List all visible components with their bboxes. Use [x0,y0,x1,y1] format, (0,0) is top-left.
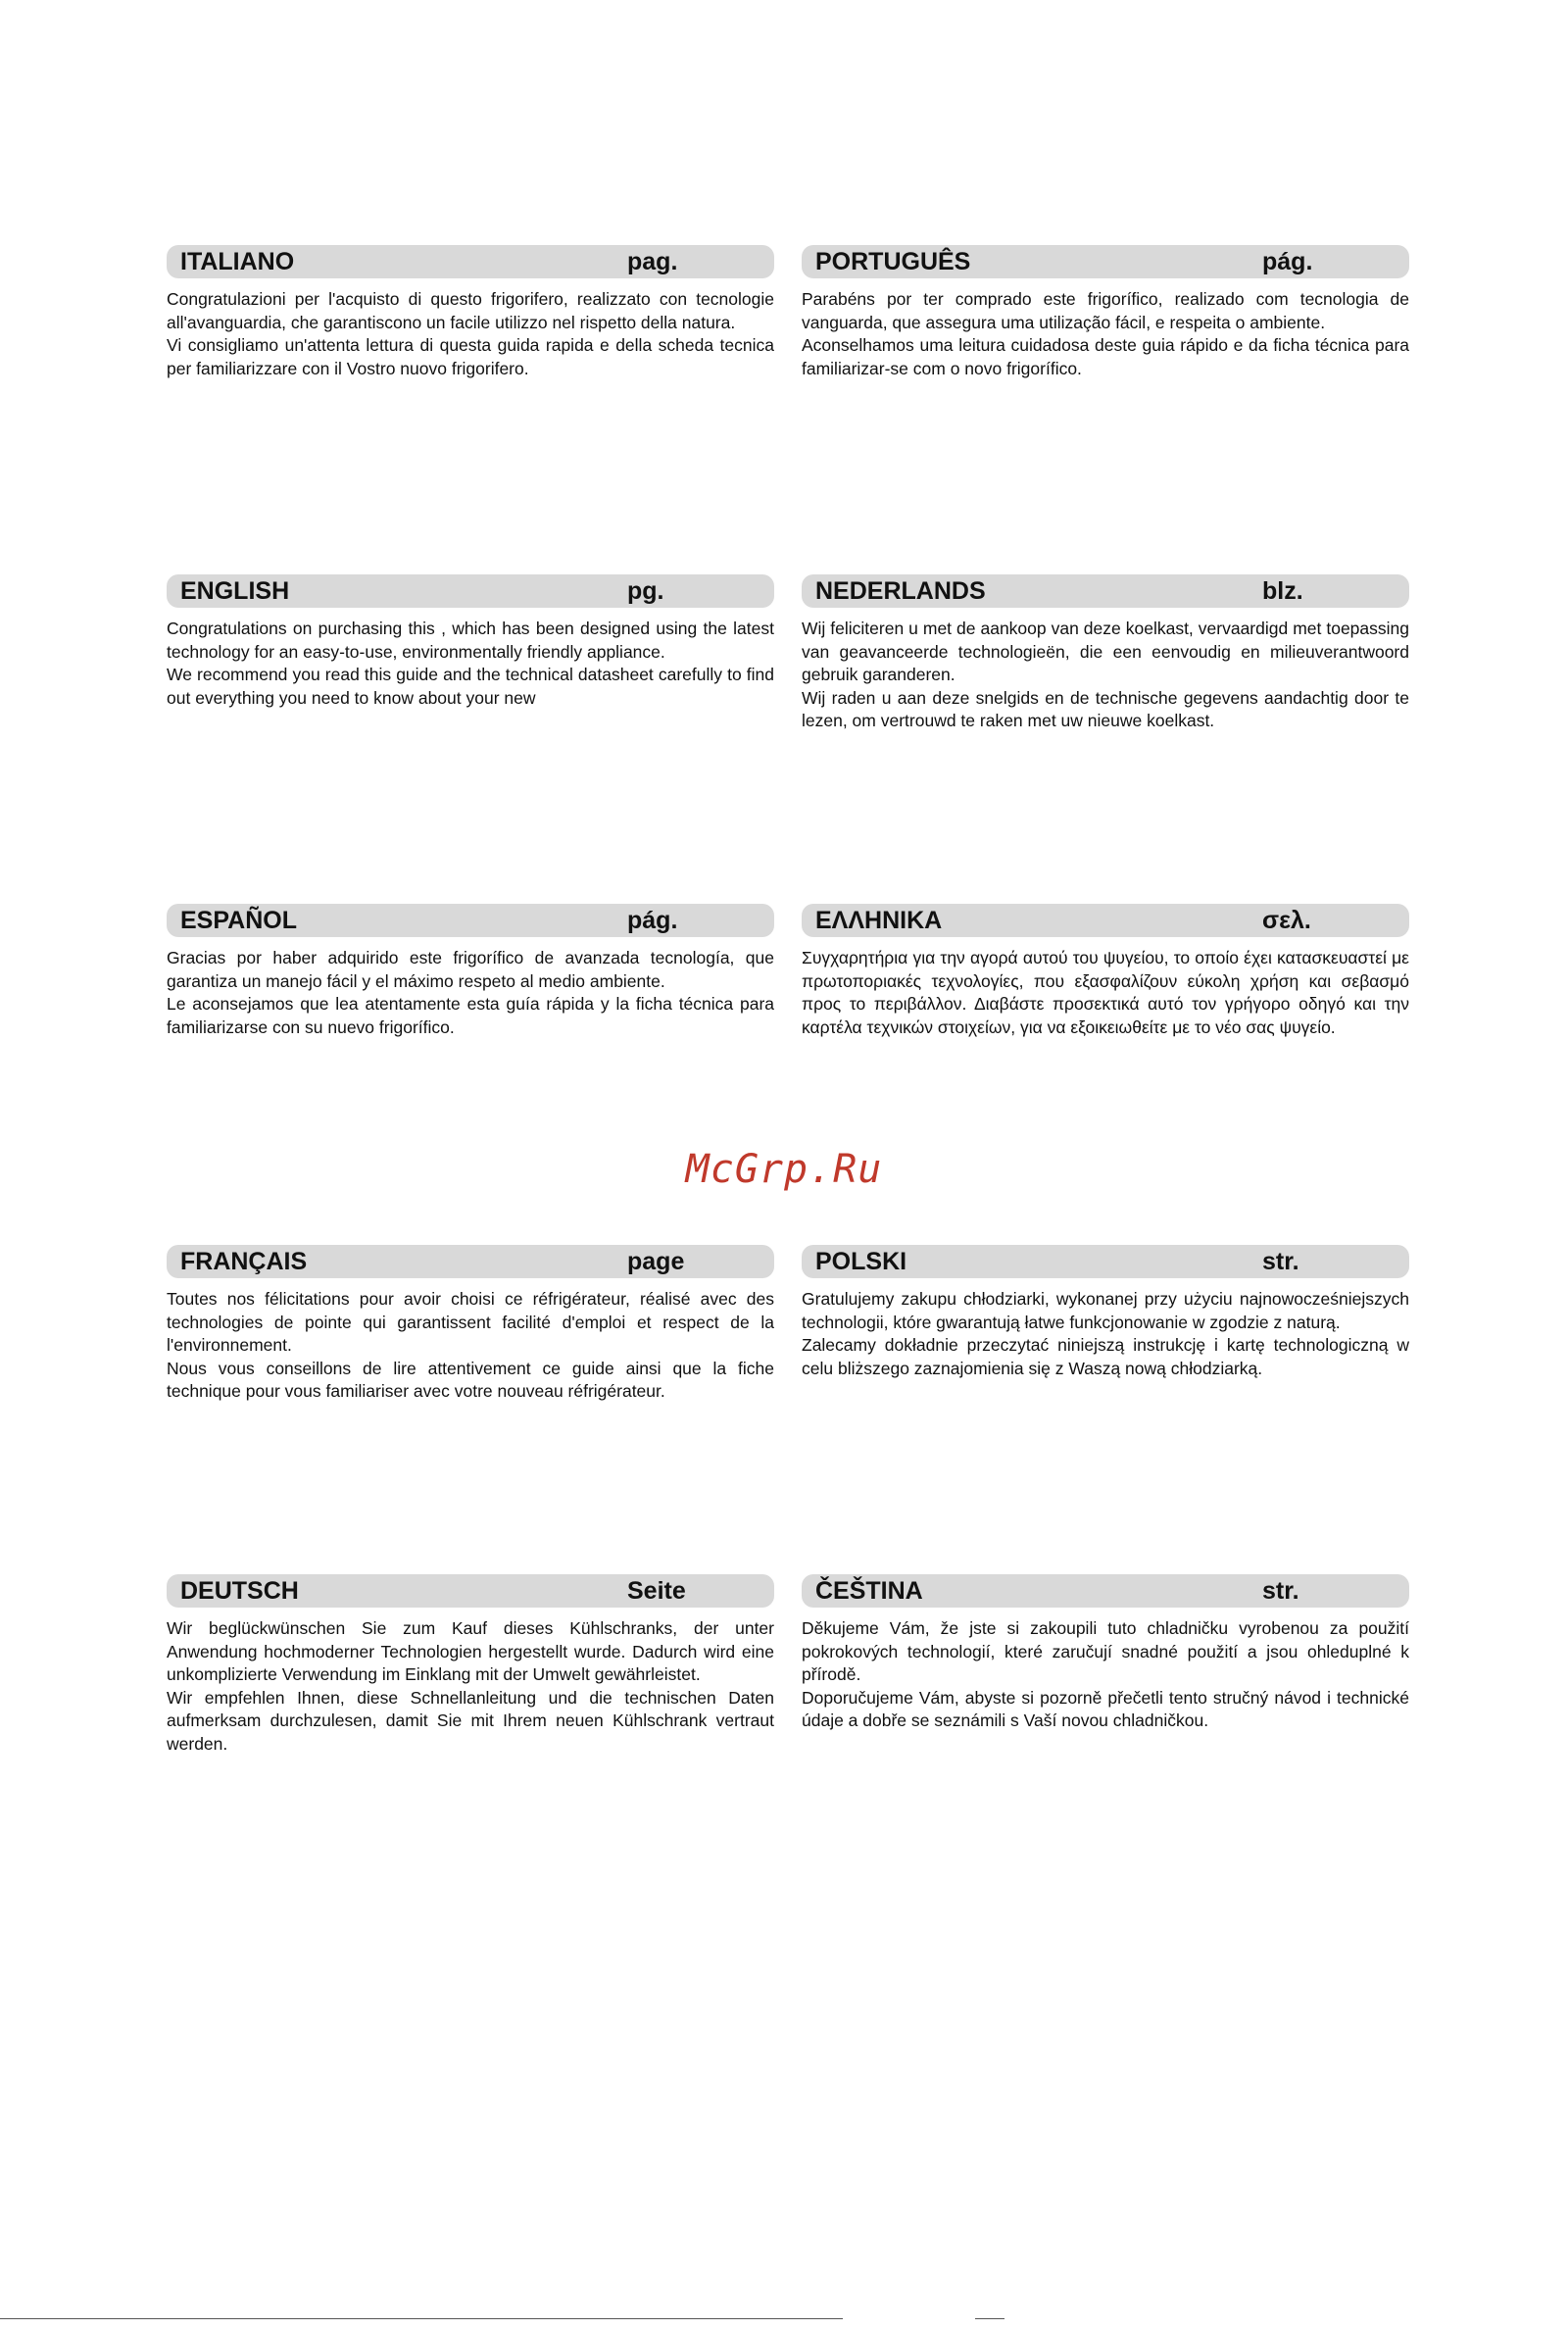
page-label: str. [1262,1247,1299,1275]
page-label: page [627,1247,685,1275]
section-header [802,574,1409,608]
section-header [802,245,1409,278]
section-header [167,1574,774,1608]
page-label: blz. [1262,576,1303,605]
language-title: ČEŠTINA [815,1576,923,1605]
language-title: FRANÇAIS [180,1247,308,1275]
language-title: ESPAÑOL [180,906,297,934]
section-text: Wij feliciteren u met de aankoop van deze koelkast, vervaardigd met toepassing van geavanceerde technologieën, die een eenvoudig en milieuverantwoord gebruik garanderen. Wij raden u aan deze snelgids en de technische gegevens aandachtig door te lezen, om vertrouwd te raken met uw nieuwe koelkast. [802,619,1409,730]
language-title: NEDERLANDS [815,576,986,605]
watermark: McGrp.Ru [685,1147,883,1192]
section-header [802,1574,1409,1608]
section-cestina [802,1574,1409,1733]
language-title: PORTUGUÊS [815,247,971,275]
page-label: Seite [627,1576,686,1605]
section-text: Congratulazioni per l'acquisto di questo frigorifero, realizzato con tecnologie all'avanguardia, che garantiscono un facile utilizzo nel rispetto della natura. Vi consigliamo un'attenta lettura di questa guida rapida e della scheda tecnica per familiarizzare con il Vostro nuovo frigorifero. [167,289,774,378]
section-header [167,904,774,937]
page-label: pg. [627,576,664,605]
section-header [802,1245,1409,1278]
section-text: Wir beglückwünschen Sie zum Kauf dieses Kühlschranks, der unter Anwendung hochmoderner Technologien hergestellt wurde. Dadurch wird eine unkomplizierte Verwendung im Einklang mit der Umwelt gewährleistet. Wir empfehlen Ihnen, diese Schnellanleitung und die technischen Daten aufmerksam durchzulesen, damit Sie mit Ihrem neuen Kühlschrank vertraut werden. [167,1618,774,1754]
section-ellinika [802,904,1409,1039]
section-italiano [167,245,774,380]
language-title: ITALIANO [180,247,295,275]
section-espanol [167,904,774,1039]
section-header [167,574,774,608]
section-text: Toutes nos félicitations pour avoir choisi ce réfrigérateur, réalisé avec des technologies de pointe qui garantissent facilité d'emploi et respect de la l'environnement. Nous vous conseillons de lire attentivement ce guide ainsi que la fiche technique pour vous familiariser avec votre nouveau réfrigérateur. [167,1289,774,1401]
section-header [802,904,1409,937]
language-title: POLSKI [815,1247,907,1275]
footer-divider-fragment [975,2318,1004,2319]
footer-divider [0,2318,843,2319]
page-label: pag. [627,247,678,275]
section-text: Gracias por haber adquirido este frigorífico de avanzada tecnología, que garantiza un manejo fácil y el máximo respeto al medio ambiente. Le aconsejamos que lea atentamente esta guía rápida y la ficha técnica para familiarizarse con su nuevo frigorífico. [167,948,774,1037]
language-title: ENGLISH [180,576,290,605]
section-nederlands [802,574,1409,733]
section-deutsch [167,1574,774,1756]
page-label: pág. [627,906,678,934]
language-title: DEUTSCH [180,1576,299,1605]
section-francais [167,1245,774,1404]
section-text: Gratulujemy zakupu chłodziarki, wykonanej przy użyciu najnowocześniejszych technologii, które gwarantują łatwe funkcjonowanie w zgodzie z naturą. Zalecamy dokładnie przeczytać niniejszą instrukcję i kartę technologiczną w celu bliższego zaznajomienia się z Waszą nową chłodziarką. [802,1289,1409,1378]
page-label: σελ. [1262,906,1311,934]
section-text: Congratulations on purchasing this , which has been designed using the latest technology for an easy-to-use, environmentally friendly appliance. We recommend you read this guide and the technical datasheet carefully to find out everything you need to know about your new [167,619,774,708]
section-header [167,245,774,278]
page-label: pág. [1262,247,1313,275]
section-header [167,1245,774,1278]
section-english [167,574,774,710]
section-text: Parabéns por ter comprado este frigorífico, realizado com tecnologia de vanguarda, que assegura uma utilização fácil, e respeita o ambiente. Aconselhamos uma leitura cuidadosa deste guia rápido e da ficha técnica para familiarizar-se com o novo frigorífico. [802,289,1409,378]
section-polski [802,1245,1409,1380]
language-title: ΕΛΛΗΝΙΚΑ [815,906,943,934]
page-label: str. [1262,1576,1299,1605]
section-text: Συγχαρητήρια για την αγορά αυτού του ψυγείου, το οποίο έχει κατασκευαστεί με πρωτοποριακές τεχνολογίες, που εξασφαλίζουν εύκολη χρήση και σεβασμό προς το περιβάλλον. Διαβάστε προσεκτικά αυτό τον γρήγορο οδηγό και την καρτέλα τεχνικών στοιχείων, για να εξοικειωθείτε με το νέο σας ψυγείο. [802,948,1409,1037]
section-portugues [802,245,1409,380]
section-text: Děkujeme Vám, že jste si zakoupili tuto chladničku vyrobenou za použití pokrokových technologií, které zaručují snadné použití a jsou ohleduplné k přírodě. Doporučujeme Vám, abyste si pozorně přečetli tento stručný návod i technické údaje a dobře se seznámili s Vaší novou chladničkou. [802,1618,1409,1730]
